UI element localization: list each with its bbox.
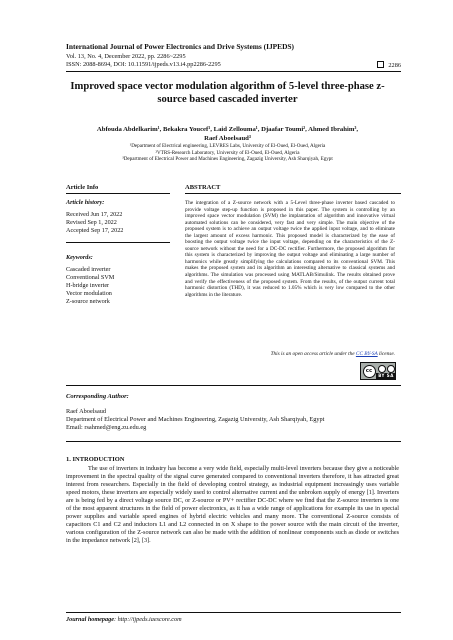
share-alike-icon — [387, 365, 395, 373]
affiliation-1: ¹Department of Electrical engineering, LEVRES Labs, University of El-Oued, El-Oued, Algeria — [129, 143, 326, 149]
author-list — [66, 125, 389, 143]
introduction-heading: 1. INTRODUCTION — [66, 456, 125, 463]
corresponding-email[interactable]: Email: rsahmed@eng.zu.edu.eg — [66, 424, 147, 432]
open-access-prefix: This is an open access article under the — [270, 351, 356, 357]
author-line-2: Raef Aboelsaud³ — [204, 135, 251, 142]
corresponding-name: Raef Aboelsaud — [66, 408, 107, 415]
open-access-suffix: license. — [377, 351, 395, 357]
keyword-item: Vector modulation — [66, 290, 112, 297]
keyword-item: Conventional SVM — [66, 274, 115, 281]
affiliation-list — [66, 143, 389, 163]
license-link[interactable]: CC BY-SA — [355, 351, 378, 357]
homepage-label: Journal homepage — [66, 616, 114, 623]
keyword-item: Z-source network — [66, 298, 110, 305]
history-revised: Revised Sep 1, 2022 — [66, 219, 117, 226]
history-rule — [66, 242, 170, 243]
abstract-end-rule — [66, 385, 401, 386]
homepage-url[interactable]: : http://ijpeds.iaescore.com — [113, 616, 182, 623]
page-number-value: 2286 — [388, 62, 401, 69]
corresponding-rule — [66, 441, 401, 442]
affiliation-2: ²VTRS-Research Laboratory, University of El-Oued, El-Oued, Algeria — [155, 149, 300, 156]
corresponding-department: Department of Electrical Power and Machines Engineering, Zagazig University, Ash Sharqiyah, Egypt — [66, 416, 325, 424]
abstract-text: The integration of a Z-source network with a 5-Level three-phase inverter based cascaded to provide voltage step-up function is proposed in this paper. The system is controlling by an improved space vector modulation (SVM) the implantation of algorithm and innovative virtual automated solutions can be considered, very fast and very simple. The main objective of the proposed system is to achieve an output voltage twice the applied input voltage, and to eliminate the largest amount of excess harmonic. This proposed model is characterized by the ease of boosting the output voltage twice the input voltage, depending on the characteristics of the Z-source network without the need for a DC-DC rectifier. Furthermore, the proposed algorithm for this system is characterized by improving the output voltage and eliminating a large number of harmonics while greatly simplifying the calculations compared to its conventional SVM. This makes the proposed system and its algorithm an interesting alternative to classical systems and algorithms. The simulation was processed using MATLAB/Simulink. The results obtained prove and verify the effectiveness of the proposed system. From the results, of the output current total harmonic distortion (THD), it was reduced to 1.05% which is very low compared to the other algorithms in the literature. — [185, 200, 395, 298]
journal-homepage — [66, 616, 182, 623]
abstract-rule — [185, 193, 401, 194]
cc-logo-icon: cc — [363, 365, 376, 378]
header-rule — [66, 71, 401, 72]
cc-label: BY SA — [376, 373, 396, 379]
journal-name: International Journal of Power Electronics and Drive Systems (IJPEDS) — [66, 42, 295, 51]
keywords-list — [66, 266, 166, 306]
open-access-note — [185, 351, 395, 357]
article-info-heading: Article Info — [66, 184, 99, 191]
issn-doi: ISSN: 2088-8694, DOI: 10.11591/ijpeds.v13.i4.pp2286-2295 — [66, 61, 221, 68]
history-accepted: Accepted Sep 17, 2022 — [66, 227, 124, 234]
footer-rule — [66, 612, 401, 613]
affiliation-3: ³Department of Electrical Power and Machines Engineering, Zagazig University, Ash Sharqiyah, Egypt — [122, 156, 333, 163]
keywords-label: Keywords: — [66, 254, 93, 261]
article-history-label: Article history: — [66, 199, 105, 206]
journal-volume: Vol. 13, No. 4, December 2022, pp. 2286~2295 — [66, 53, 186, 60]
article-history — [66, 211, 166, 235]
author-line-1: Abfouda Abdelkarim¹, Bekakra Youcef¹, Laid Zellouma¹, Djaafar Toumi², Ahmed Ibrahim³, — [96, 126, 359, 133]
page-number — [377, 61, 401, 70]
paper-title: Improved space vector modulation algorithm of 5-level three-phase z-source based cascaded inverter — [70, 81, 385, 105]
attribution-icon — [378, 365, 386, 373]
history-received: Received Jun 17, 2022 — [66, 211, 123, 218]
page-box-icon — [377, 61, 384, 68]
introduction-text: The use of inverters in industry has become a very wide field, especially multi-level inverters because they give a noticeable improvement in the spectral quality of the signal curve generated compared to conventional inverters therefore, it has attracted great interest from researchers. Especially in the field of developing control strategy, as industrial equipment increasingly uses variable speed motors, these inverters are especially widely used to control alternative current and the unbroken supply of energy [1]. Inverters are is being fed by a direct voltage source DC, or Z-source or PV+ rectifier DC-DC where we find that the Z-source inverters is one of the most apparent structures in the field of power electronics, as it has a wide range of applications for example its use in special power supplies and variable speed engines of hybrid electric vehicles and many more. The conventional Z-source consists of capacitors C1 and C2 and inductors L1 and L2 connected in on X shape to the power source with the main circuit of the inverter, various configuration of the Z-source network can also be made with the addition of nonlinear components such as diode or switches in the impedance network [2], [3]. — [66, 465, 399, 545]
corresponding-author-block — [66, 408, 401, 433]
journal-issn — [66, 61, 401, 69]
cc-by-sa-badge[interactable] — [360, 362, 396, 380]
corresponding-author-heading: Corresponding Author: — [66, 393, 129, 400]
article-info-rule — [66, 193, 170, 194]
abstract-heading: ABSTRACT — [185, 184, 221, 191]
keyword-item: H-bridge inverter — [66, 282, 110, 289]
keyword-item: Cascaded inverter — [66, 266, 111, 273]
